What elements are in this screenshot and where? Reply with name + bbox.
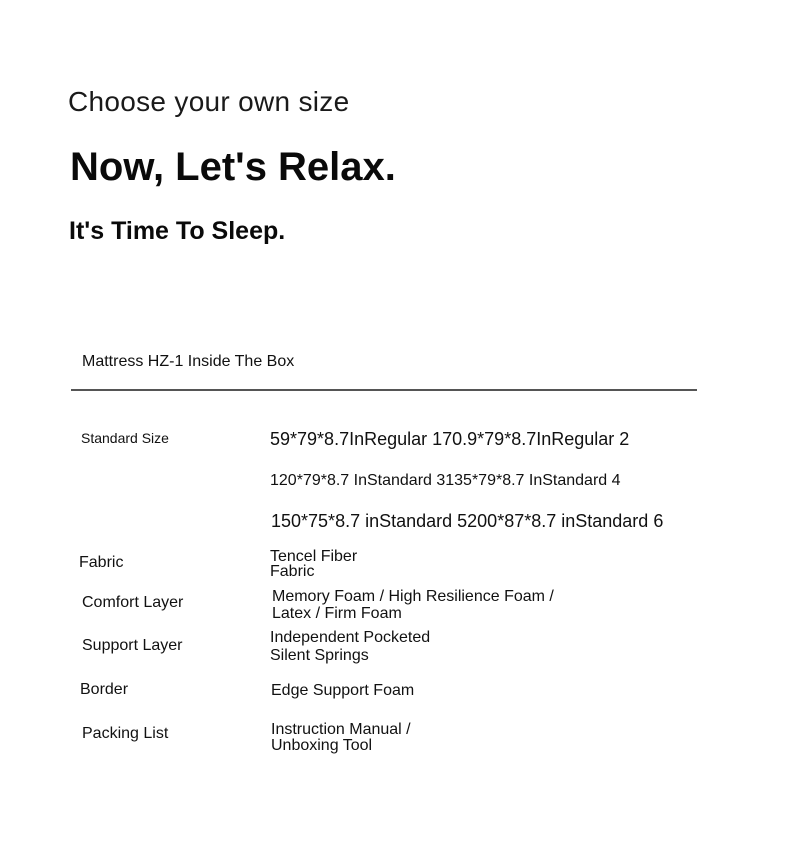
spec-value-line: Independent Pocketed [270,629,431,646]
spec-value-line: Edge Support Foam [271,682,415,699]
spec-label-support-layer: Support Layer [82,637,183,654]
spec-value-line: Tencel Fiber [270,548,358,565]
eyebrow-text: Choose your own size [68,86,350,117]
spec-label-fabric: Fabric [79,554,124,571]
subheadline: It's Time To Sleep. [69,217,286,245]
spec-value-line: Memory Foam / High Resilience Foam / [272,588,554,605]
size-option-line: 150*75*8.7 inStandard 5200*87*8.7 inStandard 6 [271,511,664,531]
spec-value-line: Silent Springs [270,647,369,664]
spec-value-line: Instruction Manual / [271,721,411,738]
section-divider [71,389,697,391]
spec-section-title: Mattress HZ-1 Inside The Box [82,353,295,370]
spec-value-line: Latex / Firm Foam [272,605,402,622]
size-option-line: 120*79*8.7 InStandard 3135*79*8.7 InStandard 4 [270,472,621,489]
spec-label-border: Border [80,681,129,698]
spec-value-line: Fabric [270,563,315,580]
size-option-line: 59*79*8.7InRegular 170.9*79*8.7InRegular 2 [270,429,630,449]
spec-label-comfort-layer: Comfort Layer [82,594,184,611]
headline: Now, Let's Relax. [70,145,396,189]
spec-label-packing-list: Packing List [82,725,169,742]
spec-label-standard-size: Standard Size [81,430,169,446]
spec-value-line: Unboxing Tool [271,737,373,754]
